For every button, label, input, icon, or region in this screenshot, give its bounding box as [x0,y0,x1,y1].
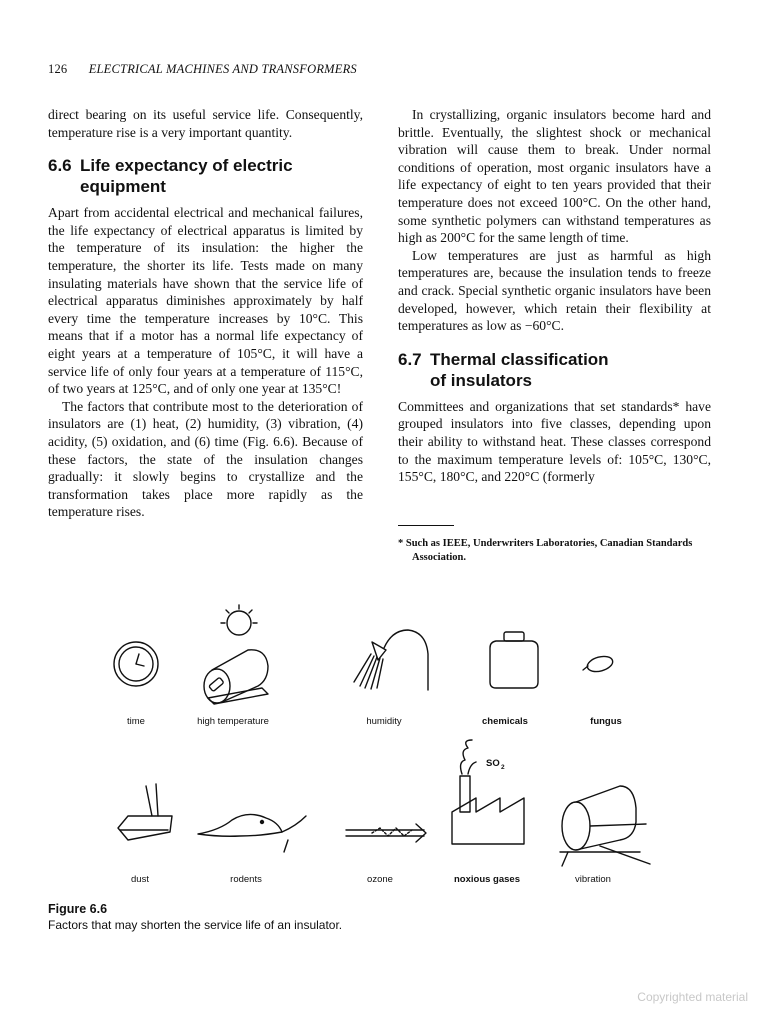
so2-subscript: 2 [501,764,505,771]
section-number: 6.7 [398,349,422,369]
section-title-line2: equipment [80,177,166,197]
body-paragraph: Low temperatures are just as harmful as high temperatures are, because the insulation tends to freeze and crack. Special synthetic organic insulators have been developed, however, which retain their flexibility at temperatures as low as −60°C. [398,247,711,334]
copyright-watermark: Copyrighted material [637,990,748,1004]
body-paragraph: In crystallizing, organic insulators become hard and brittle. Eventually, the slightest shock or mechanical vibration will cause them to break. Under normal conditions of operation, most organic insulators have a life expectancy of eight to ten years provided that their temperature does not exceed 100°C. On the other hand, some synthetic polymers can withstand temperatures as high as 200°C for the same length of time. [398,107,711,246]
section-heading-6-6 [48,155,363,197]
body-paragraph: The factors that contribute most to the deterioration of insulators are (1) heat, (2) humidity, (3) vibration, (4) acidity, (5) oxidation, and (6) time (Fig. 6.6). Because of these factors, the state of the insulation changes gradually: it slowly begins to crystallize and the transformation takes place more rapidly as the temperature rises. [48,398,363,520]
vibrating-drum-icon [560,786,650,866]
body-paragraph: Committees and organizations that set standards* have grouped insulators into five classes, depending upon their ability to withstand heat. These classes correspond to the maximum temperature levels of: 105°C, 130°C, 155°C, 180°C, and 220°C (formerly [398,398,711,485]
rodent-icon [198,814,306,852]
footnote-text: * Such as IEEE, Underwriters Laboratories, Canadian Standards Association. [398,538,693,563]
label-humidity: humidity [366,716,402,727]
right-column [398,106,711,486]
figure-caption-title: Figure 6.6 [48,902,108,916]
label-fungus: fungus [590,716,622,727]
so2-label: SO [486,758,500,769]
section-title-line2: of insulators [430,370,533,390]
section-title-line1: Life expectancy of electric [80,156,293,176]
sun-icon [221,605,257,635]
running-header [48,62,357,77]
intro-paragraph: direct bearing on its useful service life. Consequently, temperature rise is a very important quantity. [48,107,363,140]
chemical-bottle-icon [490,632,538,688]
body-paragraph: Apart from accidental electrical and mechanical failures, the life expectancy of electrical apparatus is limited by the temperature of its insulation: the higher the temperature, the shorter its life. Tests made on many insulating materials have shown that the service life of electrical apparatus diminishes approximately by half every time the temperature increases by 10°C. This means that if a motor has a normal life expectancy of eight years at a temperature of 105°C, it will have a service life of only four years at a temperature of 115°C, of two years at 125°C, and of only one year at 135°C! [48,205,363,397]
left-column [48,106,363,521]
clock-icon [114,642,158,686]
spray-hose-icon [354,630,428,690]
heated-drum-icon [204,650,268,704]
ozone-icon [346,824,426,842]
footnote [398,537,718,565]
label-noxious-gases: noxious gases [454,874,520,885]
label-rodents: rodents [230,874,262,885]
label-time: time [127,716,145,727]
label-chemicals: chemicals [482,716,528,727]
figure-6-6-illustration [0,590,768,900]
section-heading-6-7 [398,349,711,391]
label-dust: dust [131,874,149,885]
footnote-rule [398,525,454,526]
figure-caption-text: Factors that may shorten the service life of an insulator. [48,918,343,932]
section-title-line1: Thermal classification [430,349,609,369]
broom-icon [118,784,172,840]
page-number: 126 [48,62,68,76]
factory-icon [452,740,524,844]
section-number: 6.6 [48,156,72,176]
fungus-icon [583,654,614,674]
label-vibration: vibration [575,874,611,885]
label-high-temperature: high temperature [197,716,269,727]
label-ozone: ozone [367,874,393,885]
running-title: ELECTRICAL MACHINES AND TRANSFORMERS [88,62,357,76]
